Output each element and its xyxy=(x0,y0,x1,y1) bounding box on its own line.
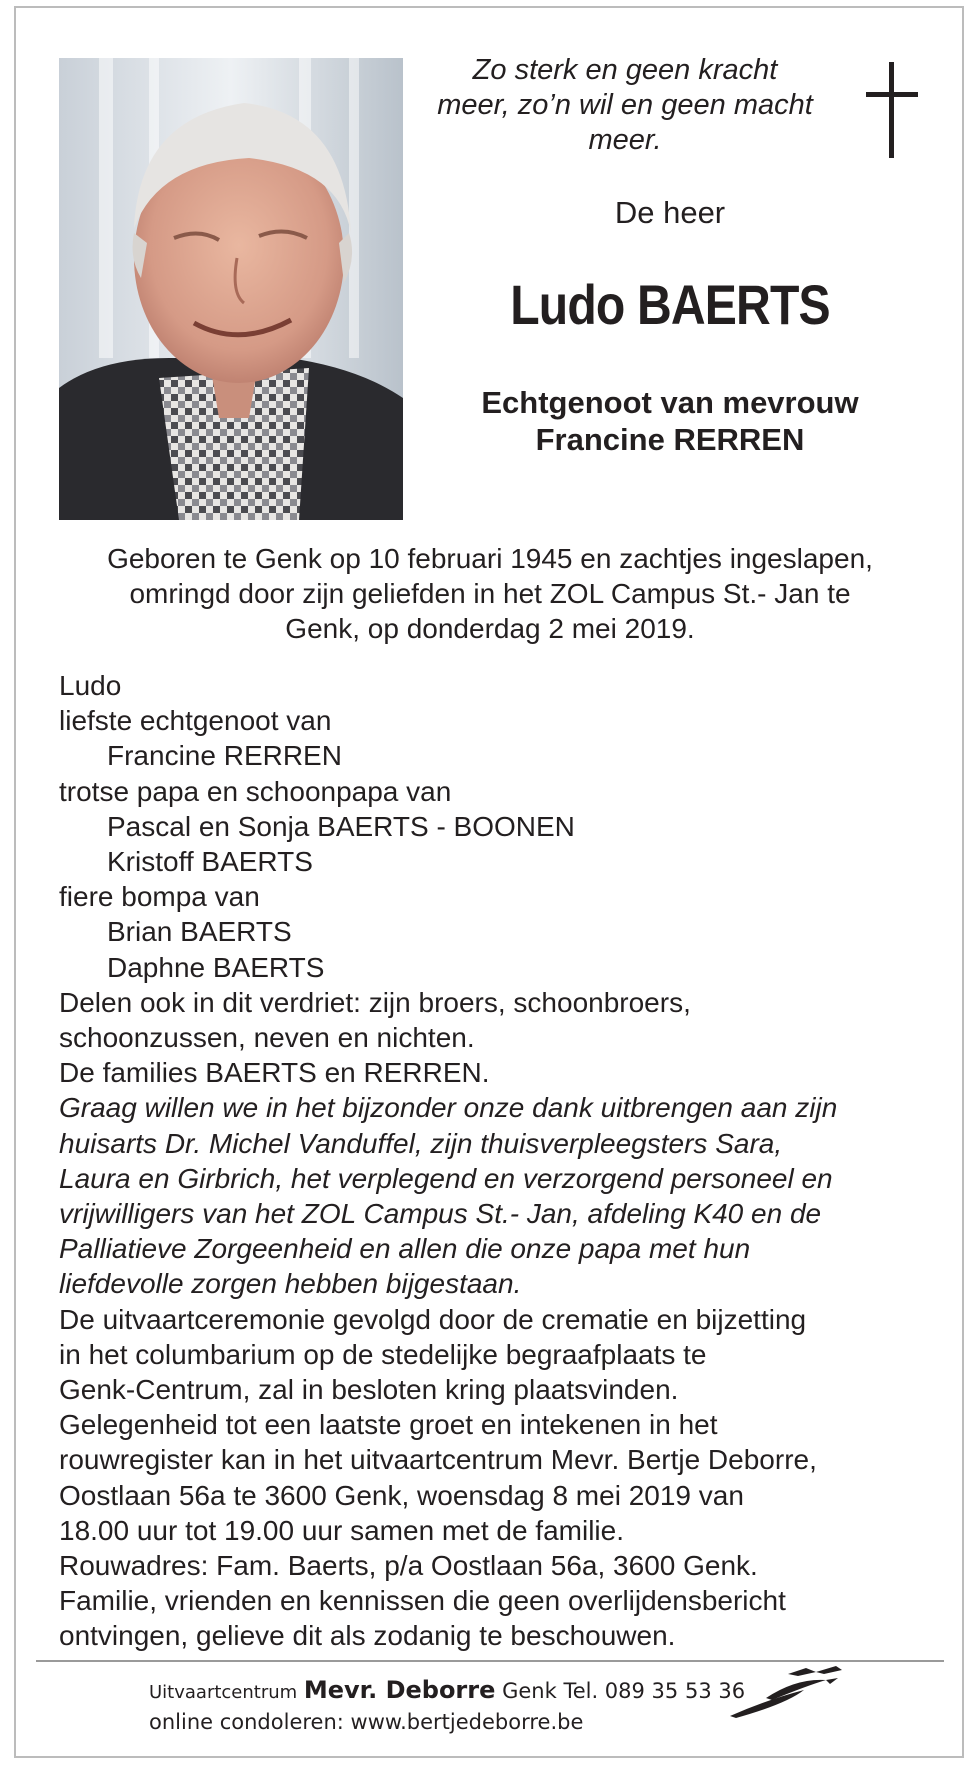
birth-death-statement xyxy=(40,541,940,646)
announcement-line: Oostlaan 56a te 3600 Genk, woensdag 8 mei 2019 van xyxy=(59,1479,744,1511)
online-condolence: online condoleren: www.bertjedeborre.be xyxy=(149,1710,584,1734)
announcement-line: fiere bompa van xyxy=(59,881,260,913)
announcement-line: vrijwilligers van het ZOL Campus St.- Jan, afdeling K40 en de xyxy=(59,1198,822,1230)
announcement-line: schoonzussen, neven en nichten. xyxy=(59,1022,475,1054)
poem-quote xyxy=(410,53,840,158)
announcement-line: in het columbarium op de stedelijke begraafplaats te xyxy=(59,1338,707,1370)
announcement-line: Delen ook in dit verdriet: zijn broers, schoonbroers, xyxy=(59,986,691,1018)
cross-icon xyxy=(862,62,922,162)
poem-line: Zo sterk en geen kracht xyxy=(472,54,778,86)
birth-line: Genk, op donderdag 2 mei 2019. xyxy=(285,613,695,644)
announcement-line: Pascal en Sonja BAERTS - BOONEN xyxy=(107,810,575,842)
spouse-info xyxy=(410,384,930,458)
birth-line: omringd door zijn geliefden in het ZOL Campus St.- Jan te xyxy=(129,578,851,609)
poem-line: meer. xyxy=(588,124,662,156)
announcement-line: Daphne BAERTS xyxy=(107,951,325,983)
portrait-photo xyxy=(59,58,403,520)
funeral-home-phone: Tel. 089 35 53 36 xyxy=(563,1679,746,1703)
announcement-line: liefdevolle zorgen hebben bijgestaan. xyxy=(59,1268,522,1300)
announcement-line: ontvingen, gelieve dit als zodanig te beschouwen. xyxy=(59,1620,676,1652)
deceased-name: Ludo BAERTS xyxy=(510,273,830,336)
announcement-line: 18.00 uur tot 19.00 uur samen met de familie. xyxy=(59,1514,624,1546)
funeral-home-info xyxy=(149,1676,745,1704)
announcement-line: Gelegenheid tot een laatste groet en intekenen in het xyxy=(59,1409,718,1441)
announcement-line: Familie, vrienden en kennissen die geen overlijdensbericht xyxy=(59,1585,786,1617)
announcement-line: Laura en Girbrich, het verplegend en verzorgend personeel en xyxy=(59,1162,833,1194)
salutation: De heer xyxy=(614,195,726,230)
funeral-home-city: Genk xyxy=(502,1679,557,1703)
announcement-line: Ludo xyxy=(59,670,122,701)
announcement-line: Kristoff BAERTS xyxy=(107,846,313,878)
announcement-line: Genk-Centrum, zal in besloten kring plaatsvinden. xyxy=(59,1374,679,1406)
announcement-line: De families BAERTS en RERREN. xyxy=(59,1057,490,1089)
announcement-line: Francine RERREN xyxy=(107,740,342,772)
funeral-home-brand: Mevr. Deborre xyxy=(303,1676,496,1704)
announcement-line: Palliatieve Zorgeenheid en allen die onze papa met hun xyxy=(59,1233,751,1265)
birth-line: Geboren te Genk op 10 februari 1945 en zachtjes ingeslapen, xyxy=(107,543,873,574)
announcement-line: Graag willen we in het bijzonder onze dank uitbrengen aan zijn xyxy=(59,1092,838,1124)
announcement-line: huisarts Dr. Michel Vanduffel, zijn thuisverpleegsters Sara, xyxy=(59,1127,783,1159)
poem-line: meer, zo’n wil en geen macht xyxy=(437,89,813,121)
bird-logo-icon xyxy=(726,1660,844,1720)
spouse-line: Francine RERREN xyxy=(535,422,805,457)
announcement-line: rouwregister kan in het uitvaartcentrum Mevr. Bertje Deborre, xyxy=(59,1444,817,1476)
announcement-line: trotse papa en schoonpapa van xyxy=(59,775,452,807)
announcement-body xyxy=(59,668,949,1654)
announcement-line: Rouwadres: Fam. Baerts, p/a Oostlaan 56a, 3600 Genk. xyxy=(59,1550,758,1582)
spouse-line: Echtgenoot van mevrouw xyxy=(481,385,859,420)
announcement-line: Brian BAERTS xyxy=(107,916,292,948)
funeral-home-label: Uitvaartcentrum xyxy=(149,1682,298,1703)
announcement-line: De uitvaartceremonie gevolgd door de crematie en bijzetting xyxy=(59,1303,807,1335)
announcement-line: liefste echtgenoot van xyxy=(59,705,332,737)
